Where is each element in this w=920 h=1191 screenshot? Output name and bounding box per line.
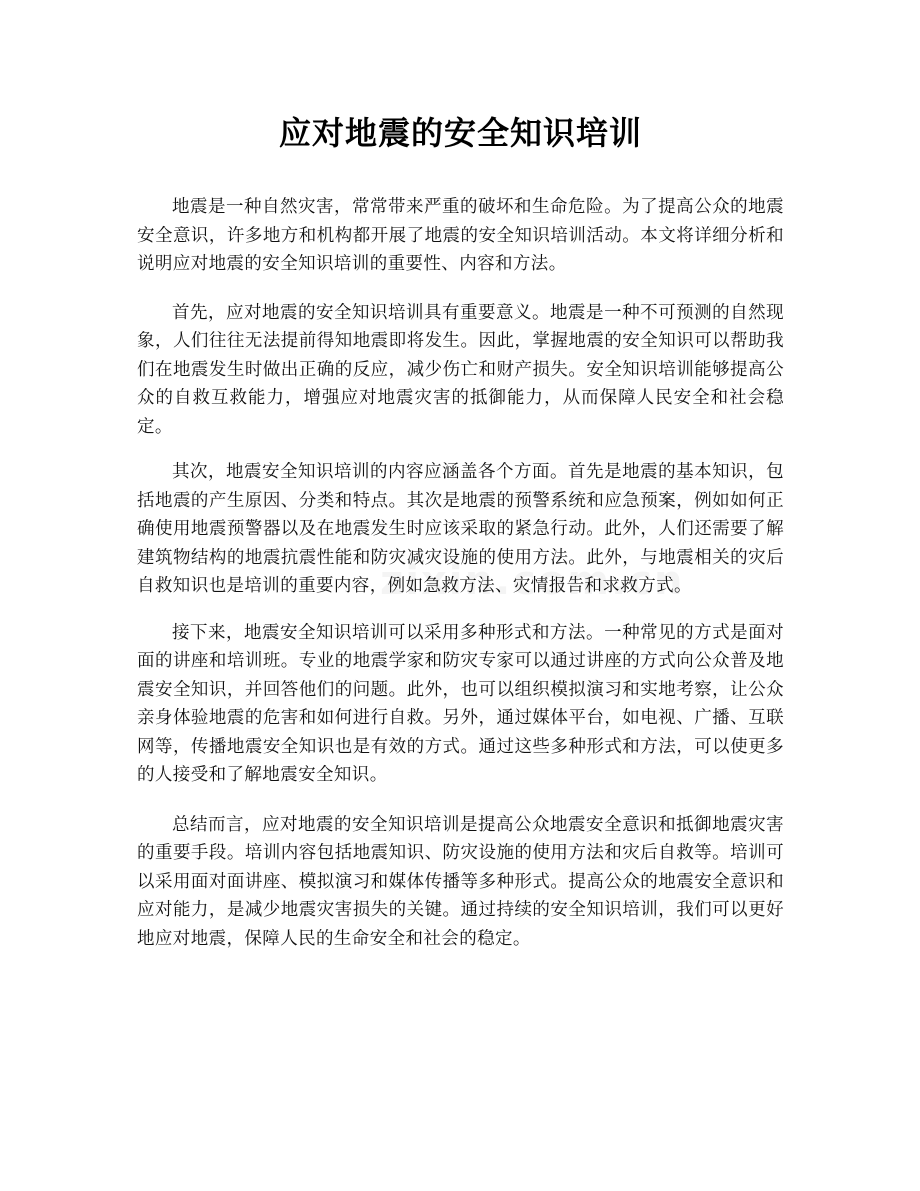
paragraph-content: 其次，地震安全知识培训的内容应涵盖各个方面。首先是地震的基本知识，包括地震的产生原因、分类和特点。其次是地震的预警系统和应急预案，例如如何正确使用地震预警器以及在地震发生时应该采取的紧急行动。此外，人们还需要了解建筑物结构的地震抗震性能和防灾减灾设施的使用方法。此外，与地震相关的灾后自救知识也是培训的重要内容，例如急救方法、灾情报告和求救方式。 (137, 462, 784, 596)
paragraph-intro: 地震是一种自然灾害，常常带来严重的破坏和生命危险。为了提高公众的地震安全意识，许多地方和机构都开展了地震的安全知识培训活动。本文将详细分析和说明应对地震的安全知识培训的重要性、内容和方法。 (137, 197, 784, 274)
paragraph-conclusion: 总结而言，应对地震的安全知识培训是提高公众地震安全意识和抵御地震灾害的重要手段。培训内容包括地震知识、防灾设施的使用方法和灾后自救等。培训可以采用面对面讲座、模拟演习和媒体传播等多种形式。提高公众的地震安全意识和应对能力，是减少地震灾害损失的关键。通过持续的安全知识培训，我们可以更好地应对地震，保障人民的生命安全和社会的稳定。 (137, 814, 784, 949)
paragraph-importance: 首先，应对地震的安全知识培训具有重要意义。地震是一种不可预测的自然现象，人们往往无法提前得知地震即将发生。因此，掌握地震的安全知识可以帮助我们在地震发生时做出正确的反应，减少伤亡和财产损失。安全知识培训能够提高公众的自救互救能力，增强应对地震灾害的抵御能力，从而保障人民安全和社会稳定。 (137, 302, 784, 437)
document-title: 应对地震的安全知识培训 (278, 114, 642, 152)
paragraph-methods: 接下来，地震安全知识培训可以采用多种形式和方法。一种常见的方式是面对面的讲座和培训班。专业的地震学家和防灾专家可以通过讲座的方式向公众普及地震安全知识，并回答他们的问题。此外，也可以组织模拟演习和实地考察，让公众亲身体验地震的危害和如何进行自救。另外，通过媒体平台，如电视、广播、互联网等，传播地震安全知识也是有效的方式。通过这些多种形式和方法，可以使更多的人接受和了解地震安全知识。 (137, 622, 784, 785)
document-body (137, 193, 784, 953)
